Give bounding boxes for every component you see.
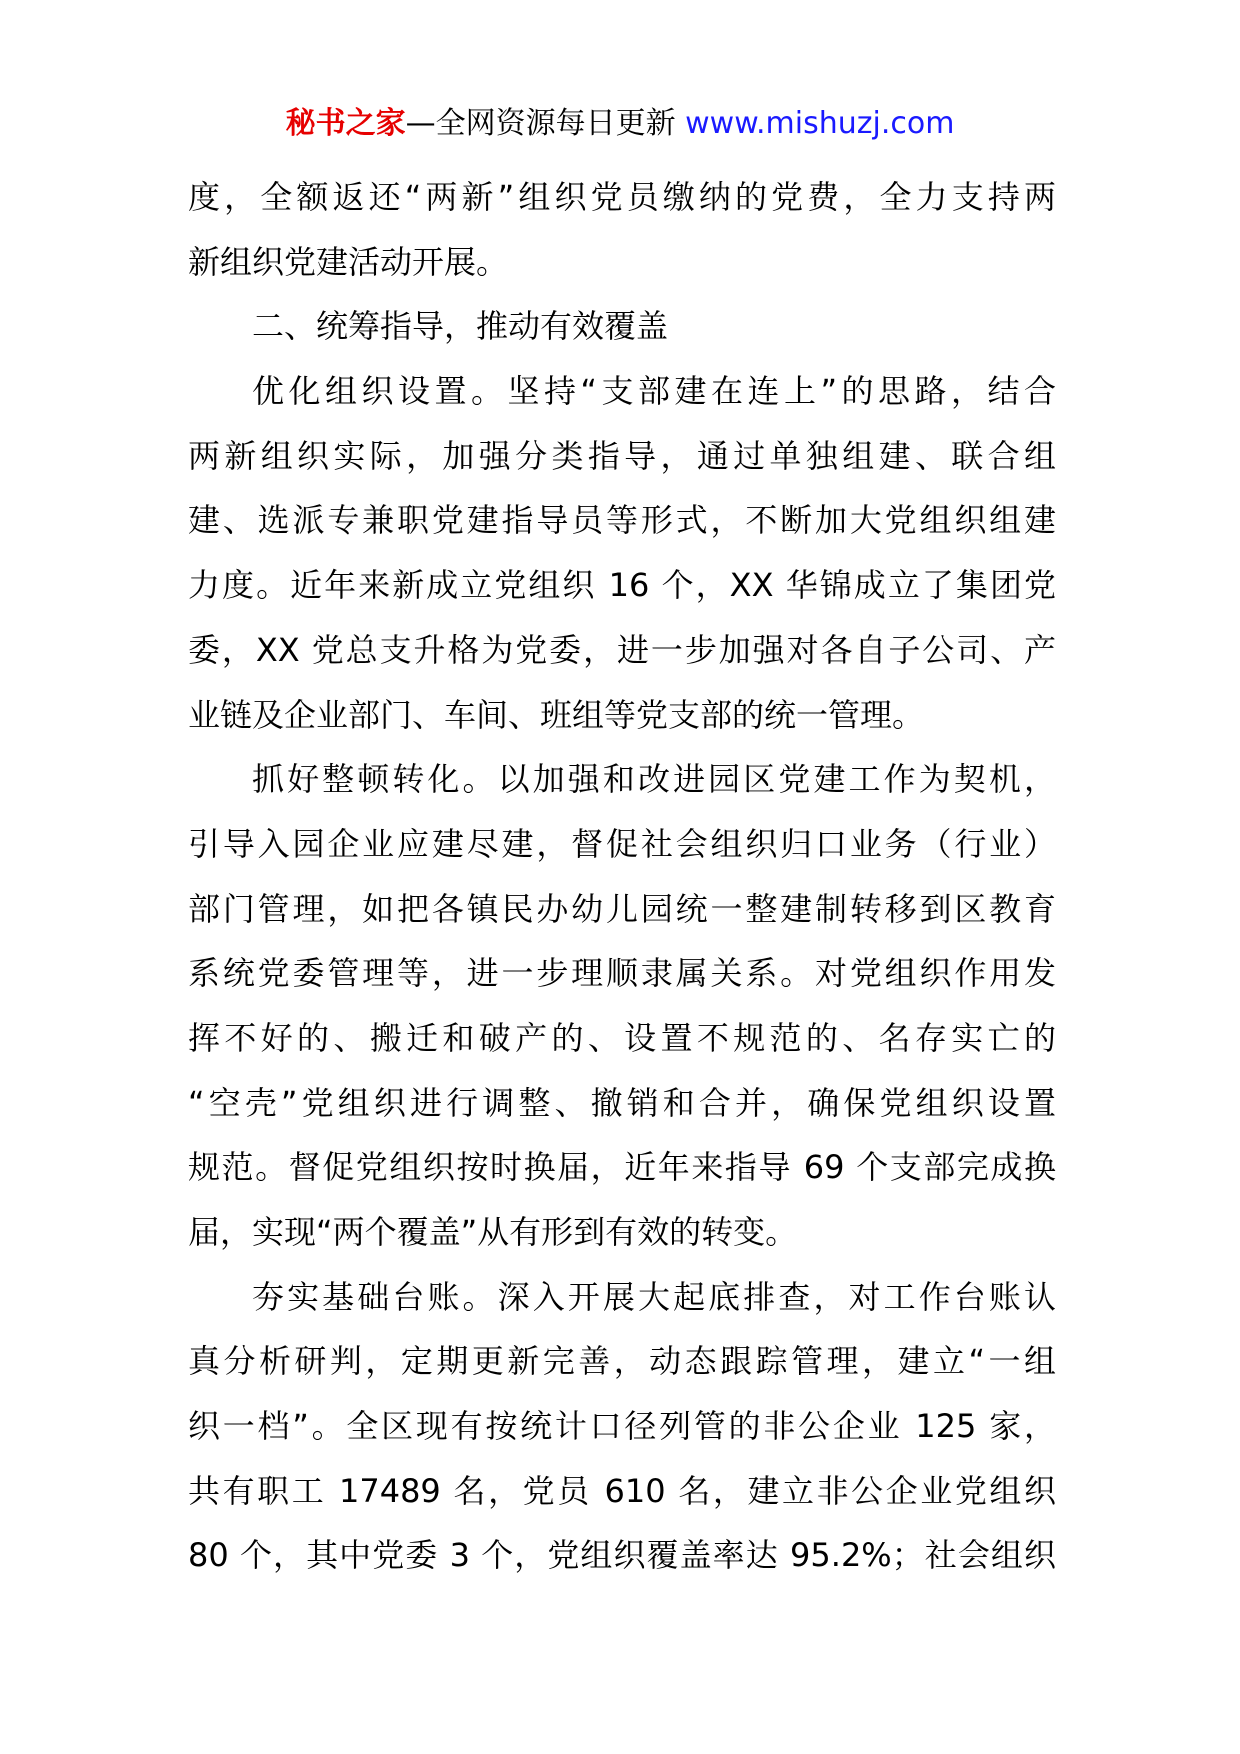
document-body [188, 165, 1056, 1588]
text-line: 度，全额返还“两新”组织党员缴纳的党费，全力支持两 [188, 178, 1056, 216]
text-line: 引导入园企业应建尽建，督促社会组织归口业务（行业） [188, 824, 1056, 863]
text-line: 挥不好的、搬迁和破产的、设置不规范的、名存实亡的 [188, 1018, 1056, 1057]
text-line: 真分析研判，定期更新完善，动态跟踪管理，建立“一组 [188, 1342, 1056, 1381]
text-line: “空壳”党组织进行调整、撤销和合并，确保党组织设置 [188, 1083, 1056, 1122]
site-tagline: —全网资源每日更新 [405, 106, 676, 141]
site-url: www.mishuzj.com [685, 106, 955, 141]
text-line: 优化组织设置。坚持“支部建在连上”的思路，结合 [252, 372, 1056, 411]
site-header [0, 102, 1240, 146]
text-line: 夯实基础台账。深入开展大起底排查，对工作台账认 [252, 1277, 1056, 1316]
text-line: 织一档”。全区现有按统计口径列管的非公企业 125 家， [188, 1407, 1056, 1446]
text-line: 委，XX 党总支升格为党委，进一步加强对各自子公司、产 [188, 630, 1056, 669]
text-line: 抓好整顿转化。以加强和改进园区党建工作为契机， [252, 760, 1056, 799]
text-line: 两新组织实际，加强分类指导，通过单独组建、联合组 [188, 436, 1056, 475]
text-line: 共有职工 17489 名，党员 610 名，建立非公企业党组织 [188, 1471, 1056, 1510]
text-line: 届，实现“两个覆盖”从有形到有效的转变。 [188, 1213, 798, 1251]
text-line: 建、选派专兼职党建指导员等形式，不断加大党组织组建 [188, 501, 1056, 540]
section-heading: 二、统筹指导，推动有效覆盖 [252, 307, 669, 346]
text-line: 业链及企业部门、车间、班组等党支部的统一管理。 [188, 695, 925, 734]
text-line: 新组织党建活动开展。 [188, 242, 509, 281]
text-line: 部门管理，如把各镇民办幼儿园统一整建制转移到区教育 [188, 889, 1056, 928]
text-line: 规范。督促党组织按时换届，近年来指导 69 个支部完成换 [188, 1148, 1056, 1187]
text-line: 系统党委管理等，进一步理顺隶属关系。对党组织作用发 [188, 954, 1056, 993]
text-line: 力度。近年来新成立党组织 16 个，XX 华锦成立了集团党 [188, 566, 1056, 605]
text-line: 80 个，其中党委 3 个，党组织覆盖率达 95.2%；社会组织 [188, 1536, 1056, 1575]
site-brand: 秘书之家 [285, 106, 406, 141]
